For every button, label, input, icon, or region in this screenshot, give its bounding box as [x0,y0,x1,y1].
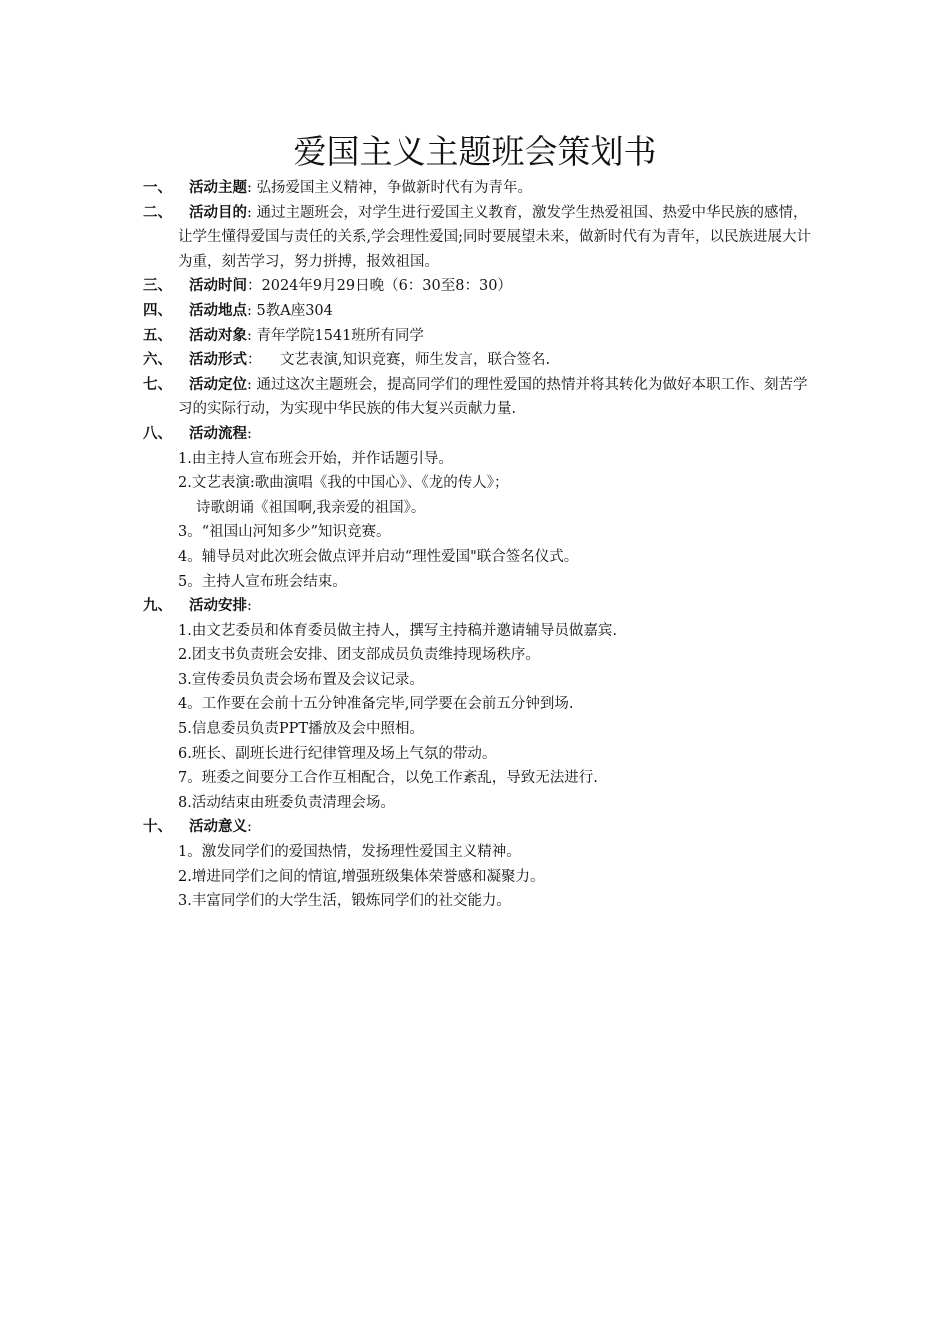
section-label: 活动对象 [189,326,247,344]
section-separator: : [247,302,257,319]
list-item: 2.团支书负责班会安排、团支部成员负责维持现场秩序。 [178,647,540,664]
section-significance [143,815,813,840]
section-positioning [143,373,813,422]
section-time [143,274,813,299]
list-item: 5.信息委员负责PPT播放及会中照相。 [178,721,425,738]
list-item: 诗歌朗诵《祖国啊,我亲爱的祖国》。 [196,499,426,516]
list-item: 7。班委之间要分工合作互相配合，以免工作紊乱，导致无法进行. [178,770,598,787]
list-item: 6.班长、副班长进行纪律管理及场上气氛的带动。 [178,745,497,762]
section-number: 九、 [143,597,172,615]
section-text: 2024年9月29日晚（6：30至8：30） [261,278,512,295]
page-title: 爱国主义主题班会策划书 [293,132,657,171]
section-audience [143,324,813,349]
section-separator: : [247,376,257,393]
section-process [143,422,813,447]
section-label: 活动形式 [189,351,247,369]
section-separator: : [247,327,257,344]
section-text: 青年学院1541班所有同学 [256,327,424,344]
section-separator: : [247,204,257,221]
section-number: 一、 [143,179,172,196]
section-number: 八、 [143,424,172,442]
section-number: 五、 [143,326,172,344]
section-label: 活动流程 [189,424,247,442]
list-item: 1。激发同学们的爱国热情，发扬理性爱国主义精神。 [178,844,521,861]
document-body [143,176,813,914]
list-item: 1.由主持人宣布班会开始，并作话题引导。 [178,450,453,467]
section-text: 文艺表演,知识竞赛，师生发言，联合签名. [279,352,551,369]
section-arrangement [143,594,813,619]
section-label: 活动安排 [189,597,247,615]
section-separator: ： [247,278,262,295]
section-number: 十、 [143,818,172,836]
section-number: 四、 [143,301,172,319]
section-number: 六、 [143,351,172,369]
list-item: 1.由文艺委员和体育委员做主持人，撰写主持稿并邀请辅导员做嘉宾. [178,622,617,639]
section-text: 弘扬爱国主义精神，争做新时代有为青年。 [256,180,532,196]
section-label: 活动意义 [189,818,247,836]
section-label: 活动时间 [189,277,247,295]
list-item: 2.增进同学们之间的情谊,增强班级集体荣誉感和凝聚力。 [178,868,545,885]
section-separator: : [247,819,252,836]
list-item: 3.宣传委员负责会场布置及会议记录。 [178,671,424,688]
section-label: 活动主题 [189,179,247,196]
section-separator: : [247,180,257,196]
section-separator: : [247,598,252,615]
list-item: 3.丰富同学们的大学生活，锻炼同学们的社交能力。 [178,893,511,910]
section-separator: ： [247,352,280,369]
list-item: 4。辅导员对此次班会做点评并启动“理性爱国"联合签名仪式。 [178,548,579,565]
section-number: 三、 [143,277,172,295]
section-separator: : [247,425,252,442]
section-label: 活动地点 [189,301,247,319]
section-label: 活动定位 [189,375,247,393]
section-number: 二、 [143,203,172,221]
list-item: 2.文艺表演:歌曲演唱《我的中国心》、《龙的传人》； [178,475,509,492]
section-theme [143,176,813,201]
list-item: 3。“祖国山河知多少”知识竞赛。 [178,524,391,541]
section-purpose [143,201,813,275]
list-item: 8.活动结束由班委负责清理会场。 [178,794,395,811]
section-text: 通过主题班会，对学生进行爱国主义教育，激发学生热爱祖国、热爱中华民族的感情，让学生懂得爱国与责任的关系,学会理性爱国;同时要展望未来，做新时代有为青年，以民族进展大计为重，刻苦学习，努力拼搏，报效祖国。 [178,204,811,270]
section-text: 通过这次主题班会，提高同学们的理性爱国的热情并将其转化为做好本职工作、刻苦学习的实际行动，为实现中华民族的伟大复兴贡献力量. [178,376,808,418]
section-label: 活动目的 [189,203,247,221]
section-location [143,299,813,324]
list-item: 5。主持人宣布班会结束。 [178,573,347,590]
section-number: 七、 [143,375,172,393]
section-text: 5教A座304 [256,302,333,319]
list-item: 4。工作要在会前十五分钟准备完毕,同学要在会前五分钟到场. [178,696,574,713]
section-format [143,348,813,373]
